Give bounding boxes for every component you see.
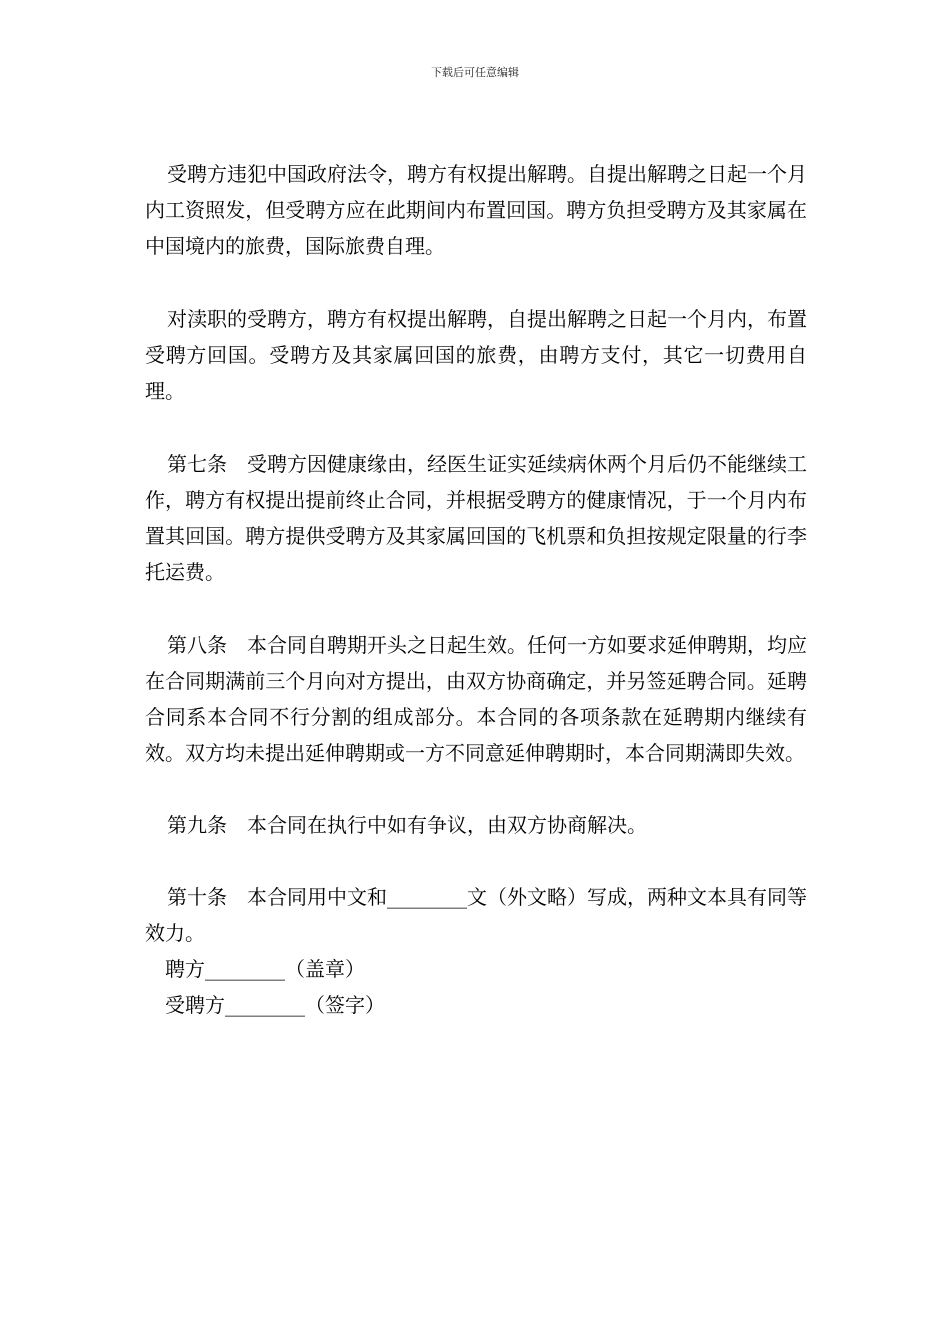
paragraph-article-10: 第十条 本合同用中文和________文（外文略）写成，两种文本具有同等效力。	[145, 885, 807, 945]
paragraph-article-8: 第八条 本合同自聘期开头之日起生效。任何一方如要求延伸聘期，均应在合同期满前三个月向对方提出，由双方协商确定，并另签延聘合同。延聘合同系本合同不行分割的组成部分。本合同的各项条款在延聘期内继续有效。双方均未提出延伸聘期或一方不同意延伸聘期时，本合同期满即失效。	[145, 633, 807, 765]
document-body	[145, 156, 807, 1023]
employee-signature-line: 受聘方________（签字）	[165, 993, 385, 1017]
paragraph-article-7: 第七条 受聘方因健康缘由，经医生证实延续病休两个月后仍不能继续工作，聘方有权提出提前终止合同，并根据受聘方的健康情况，于一个月内布置其回国。聘方提供受聘方及其家属回国的飞机票和负担按规定限量的行李托运费。	[145, 452, 807, 584]
employer-signature-line: 聘方________（盖章）	[165, 957, 365, 981]
page-header-note: 下载后可任意编辑	[431, 66, 519, 79]
paragraph-dismissal-law-violation: 受聘方违犯中国政府法令，聘方有权提出解聘。自提出解聘之日起一个月内工资照发，但受聘方应在此期间内布置回国。聘方负担受聘方及其家属在中国境内的旅费，国际旅费自理。	[145, 162, 807, 258]
paragraph-article-9: 第九条 本合同在执行中如有争议，由双方协商解决。	[167, 813, 647, 837]
paragraph-dismissal-dereliction: 对渎职的受聘方，聘方有权提出解聘，自提出解聘之日起一个月内，布置受聘方回国。受聘方及其家属回国的旅费，由聘方支付，其它一切费用自理。	[145, 307, 807, 403]
